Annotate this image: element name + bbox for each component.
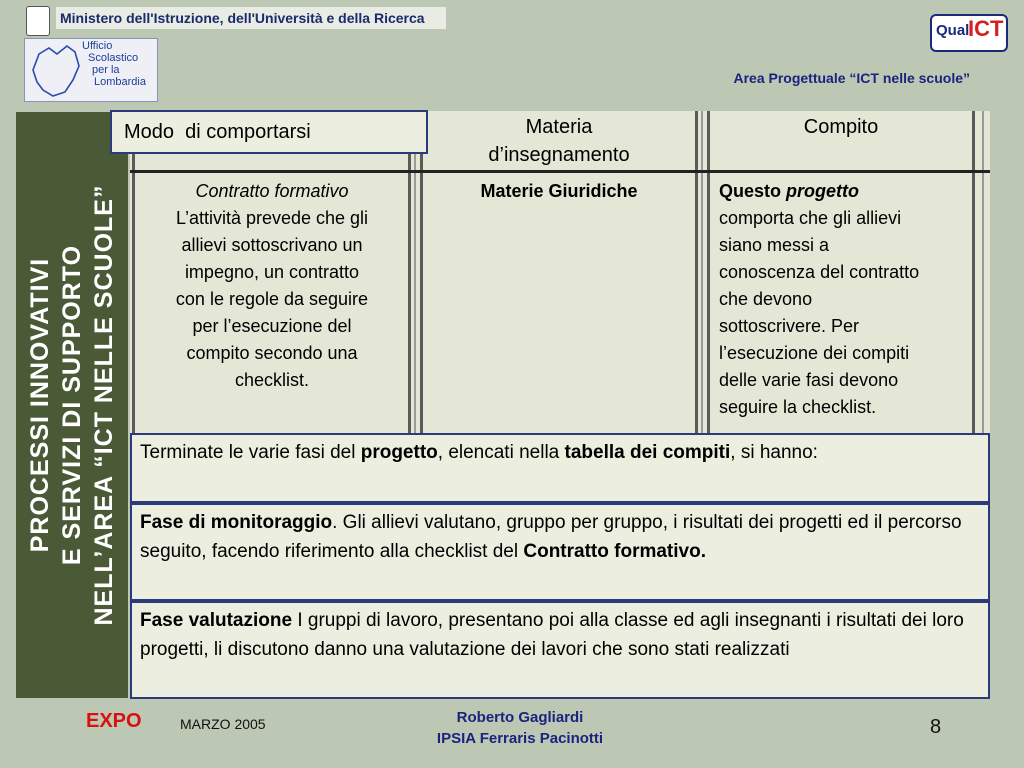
table-column-divider: [982, 111, 984, 433]
ministry-banner: Ministero dell'Istruzione, dell'Università e della Ricerca: [56, 7, 446, 29]
header-subject: Materia d’insegnamento: [488, 116, 630, 166]
header-behaviour: Modo di comportarsi: [110, 110, 428, 154]
side-title: PROCESSI INNOVATIVI E SERVIZI DI SUPPORTO NELL’AREA “ICT NELLE SCUOLE”: [26, 184, 118, 626]
evaluation-phase-box: Fase valutazione I gruppi di lavoro, presentano poi alla classe ed agli insegnanti i risultati dei loro progetti, li discutono danno una valutazione dei lavori che sono stati realizzati: [130, 601, 990, 699]
table-column-divider: [408, 111, 411, 433]
republic-emblem-icon: [26, 6, 50, 36]
table-header-rule: [130, 170, 990, 173]
table-column-divider: [420, 111, 423, 433]
header-task: Compito: [803, 116, 879, 138]
qualict-logo-text-ict: ICT: [968, 16, 1004, 41]
qualict-logo-text-qual: Qual: [936, 22, 970, 39]
footer-author: Roberto Gagliardi IPSIA Ferraris Pacinotti: [436, 709, 604, 747]
table-column-divider: [707, 111, 710, 433]
area-title: Area Progettuale “ICT nelle scuole”: [733, 70, 970, 86]
expo-label: EXPO: [86, 710, 142, 732]
cell-subject: Materie Giuridiche: [480, 181, 638, 201]
table-column-divider: [695, 111, 698, 433]
footer-date: MARZO 2005: [180, 716, 266, 732]
lombardia-map-icon: [27, 40, 87, 100]
table-column-divider: [132, 111, 135, 433]
monitoring-phase-box: Fase di monitoraggio. Gli allievi valutano, gruppo per gruppo, i risultati dei progetti ed il percorso seguito, facendo riferimento alla checklist del Contratto formativo.: [130, 503, 990, 601]
table-column-divider: [414, 111, 416, 433]
office-name: Ufficio Scolastico per la Lombardia: [82, 40, 146, 88]
page-number: 8: [930, 716, 942, 738]
table-column-divider: [701, 111, 703, 433]
cell-behaviour: Contratto formativo L’attività prevede che gli allievi sottoscrivano un impegno, un contratto con le regole da seguire per l’esecuzione del compito secondo una checklist.: [175, 181, 369, 390]
phases-intro-box: Terminate le varie fasi del progetto, elencati nella tabella dei compiti, si hanno:: [130, 433, 990, 503]
cell-task: Questo progetto comporta che gli allievi siano messi a conoscenza del contratto che devono sottoscrivere. Per l’esecuzione dei compiti delle varie fasi devono seguire la checklist.: [719, 181, 920, 417]
